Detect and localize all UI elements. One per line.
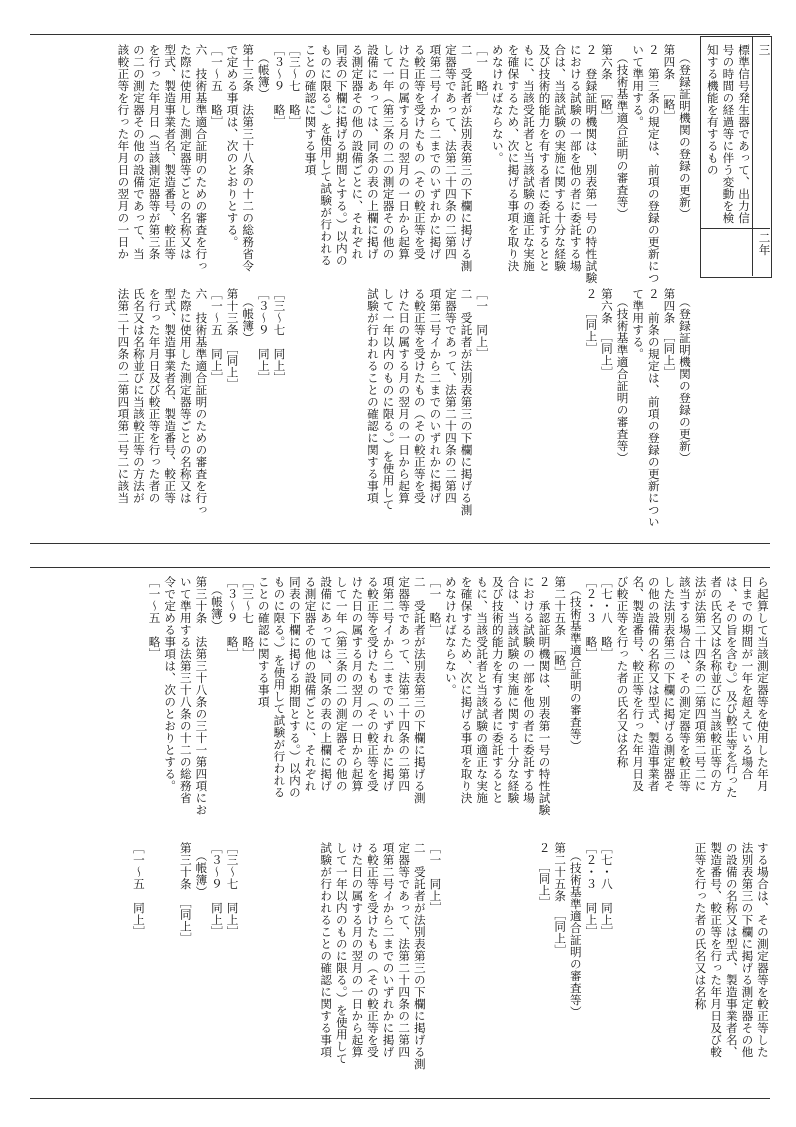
upper-left-line: 該較正等を行った年月日の翌月の一日か [116,44,131,260]
lower-right-line: 製造番号、較正等を行った年月日及び較 [709,842,724,1058]
lower-left-line: ［３～９ 略］ [225,576,240,660]
upper-right-line: ［一 同上］ [475,288,490,360]
upper-left-line: ２ 登録証明機関は、別表第一号の特性試験 [584,44,599,284]
lower-left-line: 該当する場合は、その測定器等を較正等 [677,576,692,792]
lower-left-line: 合は、当該試験の実施に関する十分な経験 [506,576,521,804]
lower-left-line: 第二十五条 ［略］ [553,576,568,679]
lower-left-line: ［一 略］ [428,576,443,636]
lower-left-line: を確保するため、次に掲げる事項を取り決 [459,576,474,804]
lower-right-line: ［３～９ 同上］ [209,842,224,938]
upper-left-line: る測定器その他の設備ごとに、それぞれ [350,44,365,260]
bottom-rule [30,1098,770,1099]
upper-right-line: て準用する。 [631,288,646,360]
upper-left-line: る較正等を受けたもの（その較正等を受 [412,44,427,260]
upper-right-line: 第四条 ［同上］ [662,288,677,379]
upper-left-line: 合は、当該試験の実施に関する十分な経験 [553,44,568,272]
lower-left-line: は、その旨を含む。）及び較正等を行った [724,576,739,799]
upper-right-line: （帳簿） [241,296,256,344]
lower-left-line: ２ 承認証明機関は、別表第一号の特性試験 [537,576,552,816]
upper-right-line: た際に使用した測定器等ごとの名称又は [178,288,193,504]
lower-left-line: 二 受託者が法別表第三の下欄に掲げる測 [412,576,427,804]
upper-right-line: る較正等を受けたもの（その較正等を受 [412,288,427,504]
top-rule [30,34,770,35]
lower-left-line: 項第二号イから二までのいずれかに掲げ [381,576,396,792]
lower-left-line: 令で定める事項は、次のとおりとする。 [163,576,178,792]
upper-left-line: 型式、製造事業者名、製造番号、較正等 [163,44,178,260]
lower-left-line: （帳簿） [209,584,224,632]
upper-left-line: ［一 略］ [475,44,490,104]
upper-left-line: ことの確認に関する事項 [303,44,318,176]
lower-left-line: 法が法第二十四条の二第四項第二号二に [693,576,708,792]
lower-left-line: した法別表第三の下欄に掲げる測定器そ [662,576,677,792]
lower-right-line: 第二十五条 ［同上］ [553,842,568,957]
lower-left-line: ［三～七 略］ [241,576,256,660]
lower-left-line: 及び技術的能力を有する者に委託するとと [490,576,505,804]
lower-left-line: 者の氏名又は名称並びに当該較正等の方 [709,576,724,792]
lower-right-line: 正等を行った者の氏名又は名称 [693,842,708,1010]
upper-right-line: 型式、製造事業者名、製造番号、較正等 [163,288,178,504]
lower-left-line: （技術基準適合証明の審査等） [568,584,583,752]
lower-right-line: ［２・３ 同上］ [584,842,599,938]
lower-left-line: 設備にあっては、同条の表の上欄に掲げ [319,576,334,792]
upper-left-line: における試験の一部を他の者に委託する場 [568,44,583,272]
lower-right-line: （帳簿） [194,850,209,898]
lower-left-line: して一年（第三条の二の測定器その他の [334,576,349,792]
lower-right-line: する場合は、その測定器等を較正等した [755,842,770,1058]
lower-right-line: 第三十条 ［同上］ [178,842,193,945]
table-row-number: 三 [757,44,772,56]
upper-left-line: （技術基準適合証明の審査等） [615,52,630,220]
upper-right-line: して一年以内のものに限る。）を使用して [381,288,396,511]
lower-left-line: 同表の下欄に掲げる期間とする。）以内の [287,576,302,799]
middle-rule-2 [30,567,770,568]
upper-right-line: 項第二号イから二までのいずれかに掲げ [428,288,443,504]
upper-right-line: 法第二十四条の二第四項第二号二に該当 [116,288,131,504]
upper-left-line: ものに限る。）を使用して試験が行われる [319,44,334,267]
upper-right-line: 定器等であって、法第二十四条の二第四 [443,288,458,504]
upper-left-line: 第六条 ［略］ [599,44,614,123]
lower-left-line: けた日の属する月の翌月の一日から起算 [350,576,365,792]
lower-right-line: 定器等であって、法第二十四条の二第四 [397,842,412,1058]
upper-left-line: もに、当該受託者と当該試験の適正な実施 [521,44,536,272]
upper-left-line: 同表の下欄に掲げる期間とする。）以内の [334,44,349,267]
lower-left-line: ［一～五 略］ [147,576,162,660]
lower-right-line: る較正等を受けたもの（その較正等を受 [365,842,380,1058]
lower-left-line: いて準用する法第三十八条の十二の総務省 [178,576,193,804]
upper-left-line: ［三～七 略］ [287,44,302,128]
upper-left-line: 六 技術基準適合証明のための審査を行っ [194,44,209,272]
lower-right-line: けた日の属する月の翌月の一日から起算 [350,842,365,1058]
upper-right-line: 第六条 ［同上］ [599,288,614,379]
middle-rule-1 [30,543,770,544]
upper-right-line: （登録証明機関の登録の更新） [677,296,692,464]
lower-right-line: 試験が行われることの確認に関する事項 [319,842,334,1058]
lower-right-line: 項第二号イから二までのいずれかに掲げ [381,842,396,1058]
lower-right-line: ［七・八 同上］ [599,842,614,938]
upper-left-line: を行った年月日（当該測定器等が第三条 [147,44,162,260]
lower-left-line: 日までの期間が一年を超えている場合 [740,576,755,780]
upper-left-line: 定器等であって、法第二十四条の二第四 [443,44,458,260]
lower-left-line: ［２・３ 略］ [584,576,599,660]
upper-left-line: けた日の属する月の翌月の一日から起算 [397,44,412,260]
upper-right-line: 氏名又は名称並びに当該較正等の方法が [131,288,146,504]
upper-left-line: めなければならない。 [490,44,505,164]
upper-left-line: 設備にあっては、同条の表の上欄に掲げ [365,44,380,260]
upper-left-line: の二の測定器その他の設備であって、当 [131,44,146,260]
lower-left-line: 名、製造番号、較正等を行った年月日及 [631,576,646,792]
upper-right-line: 六 技術基準適合証明のための審査を行っ [194,288,209,516]
lower-right-line: 法別表第三の下欄に掲げる測定器その他 [740,842,755,1058]
upper-left-line: ２ 第三条の規定は、前項の登録の更新につ [646,44,661,284]
upper-right-line: 二 受託者が法別表第三の下欄に掲げる測 [459,288,474,516]
lower-right-line: 二 受託者が法別表第三の下欄に掲げる測 [412,842,427,1070]
upper-left-line: いて準用する。 [631,44,646,128]
upper-left-line: 第四条 ［略］ [662,44,677,123]
lower-right-line: （技術基準適合証明の審査等） [568,850,583,1018]
upper-right-line: を行った年月日及び較正等を行った者の [147,288,162,504]
table-row-description: 標準信号発生器であって、出力信号の時間の経過等に伴う変動を検知する機能を有するもの [705,44,751,224]
lower-left-line: における試験の一部を他の者に委託する場 [521,576,536,804]
upper-left-line: （登録証明機関の登録の更新） [677,52,692,220]
lower-left-line: めなければならない。 [443,576,458,696]
upper-left-line: して一年（第三条の二の測定器その他の [381,44,396,260]
upper-left-line: 項第二号イから二までのいずれかに掲げ [428,44,443,260]
upper-left-line: 二 受託者が法別表第三の下欄に掲げる測 [459,44,474,272]
upper-right-line: 第十三条 ［同上］ [225,288,240,391]
upper-right-line: ［三～七 同上］ [272,288,287,384]
lower-left-line: る測定器その他の設備ごとに、それぞれ [303,576,318,792]
upper-left-line: ［一～五 略］ [209,44,224,128]
lower-left-line: の他の設備の名称又は型式、製造事業者 [646,576,661,792]
lower-left-line: ことの確認に関する事項 [256,576,271,708]
upper-left-line: （帳簿） [256,52,271,100]
lower-left-line: 定器等であって、法第二十四条の二第四 [397,576,412,792]
lower-left-line: もに、当該受託者と当該試験の適正な実施 [475,576,490,804]
upper-left-line: た際に使用した測定器等ごとの名称又は [178,44,193,260]
upper-right-line: ［一～五 同上］ [209,288,224,384]
lower-right-line: ［一 同上］ [428,842,443,914]
upper-left-line: 及び技術的能力を有する者に委託するとと [537,44,552,272]
upper-right-line: （技術基準適合証明の審査等） [615,296,630,464]
upper-left-line: で定める事項は、次のとおりとする。 [225,44,240,248]
upper-right-line: ２ 前条の規定は、前項の登録の更新につい [646,288,661,528]
table-row-term: 二年 [757,232,772,256]
lower-right-line: の設備の名称又は型式、製造事業者名、 [724,842,739,1058]
lower-left-line: び較正等を行った者の氏名又は名称 [615,576,630,768]
upper-left-line: 第十三条 法第三十八条の十二の総務省令 [241,44,256,272]
lower-right-line: ２ ［同上］ [537,842,552,909]
lower-left-line: る較正等を受けたもの（その較正等を受 [365,576,380,792]
lower-left-line: 第三十条 法第三十八条の三十一第四項にお [194,576,209,816]
lower-right-line: ［一～五 同上］ [131,842,146,938]
lower-right-line: して一年以内のものに限る。）を使用して [334,842,349,1065]
upper-left-line: ［３～９ 略］ [272,44,287,128]
upper-right-line: ２ ［同上］ [584,288,599,355]
lower-left-line: ［七・八 略］ [599,576,614,660]
upper-right-line: けた日の属する月の翌月の一日から起算 [397,288,412,504]
upper-right-line: ［３～９ 同上］ [256,288,271,384]
upper-left-line: を確保するため、次に掲げる事項を取り決 [506,44,521,272]
lower-left-line: ら起算して当該測定器等を使用した年月 [755,576,770,792]
lower-left-line: ものに限る。）を使用して試験が行われる [272,576,287,799]
upper-right-line: 試験が行われることの確認に関する事項 [365,288,380,504]
lower-right-line: ［三～七 同上］ [225,842,240,938]
